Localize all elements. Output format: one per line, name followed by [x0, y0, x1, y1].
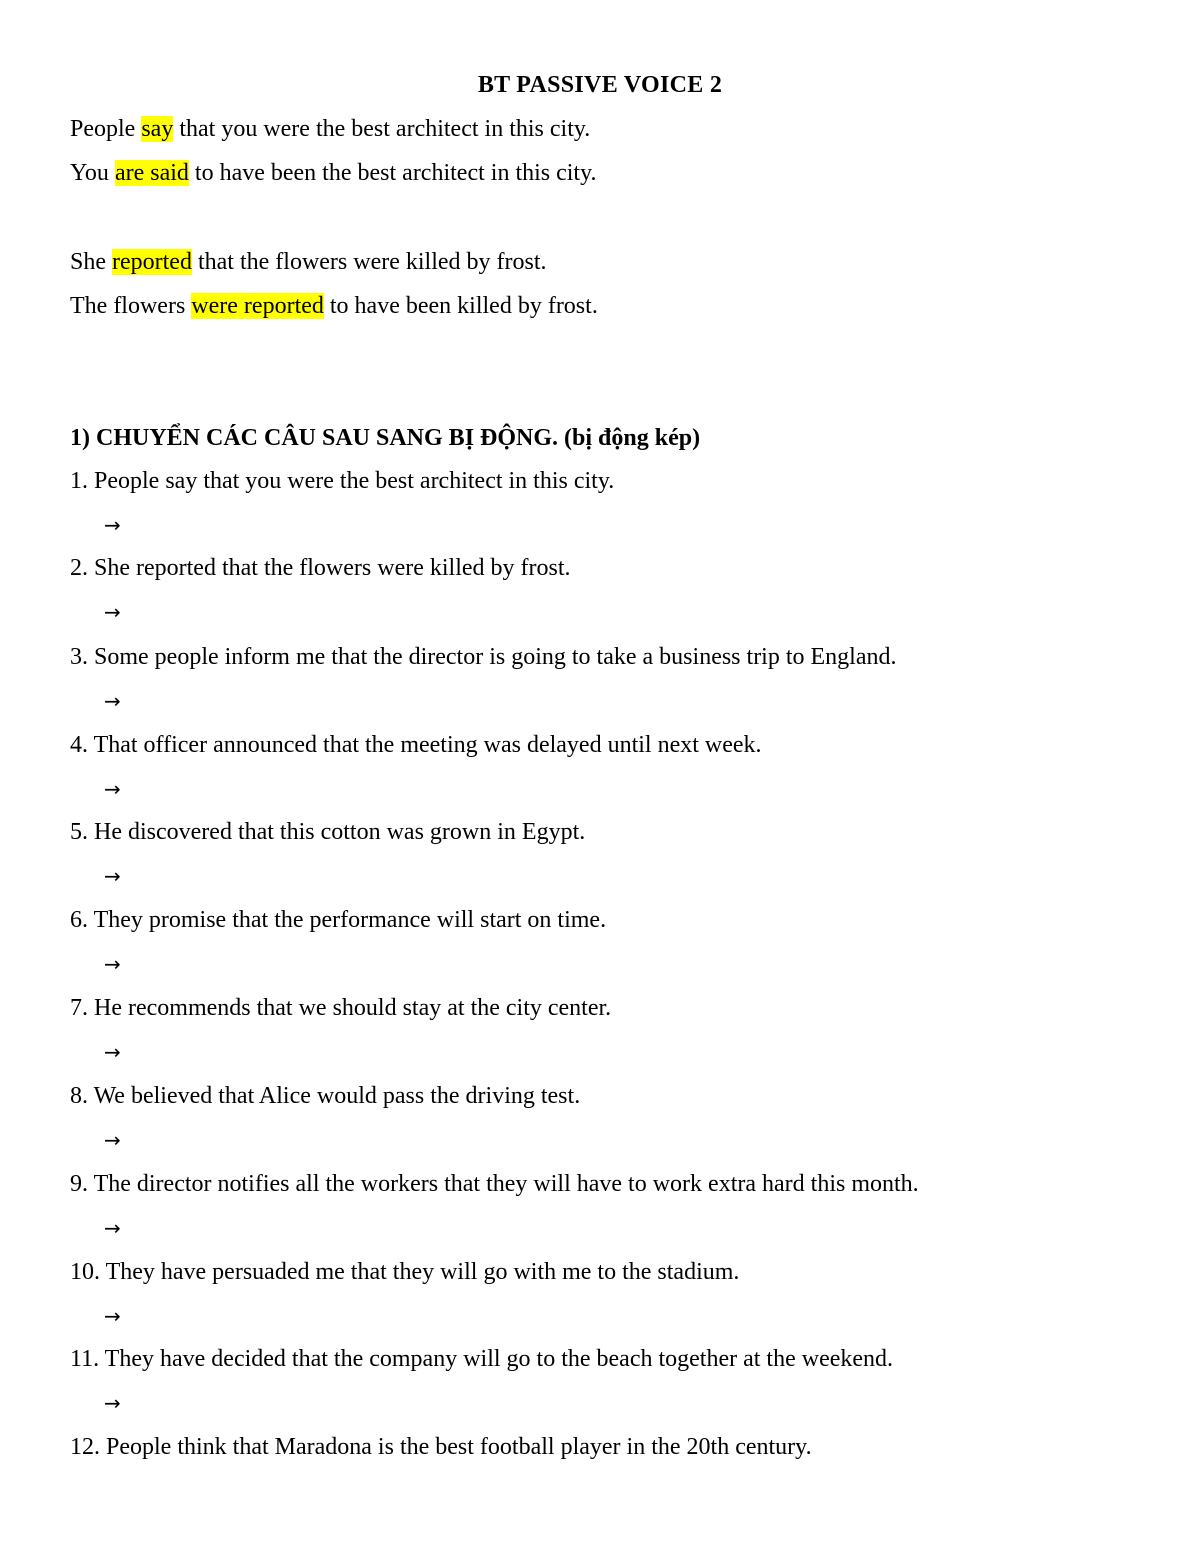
highlighted-verb: were reported	[191, 293, 324, 319]
example-text: that you were the best architect in this city.	[173, 116, 591, 142]
example-text: She	[70, 249, 112, 275]
example-text: The flowers	[70, 293, 192, 319]
exercise-item: 12. People think that Maradona is the best football player in the 20th century.	[70, 1434, 812, 1460]
arrow-right-icon: →	[104, 864, 121, 888]
highlighted-verb: reported	[112, 249, 192, 275]
arrow-right-icon: →	[104, 1304, 121, 1328]
example-text: to have been the best architect in this city.	[188, 160, 597, 186]
exercise-item: 5. He discovered that this cotton was grown in Egypt.	[70, 819, 586, 845]
arrow-right-icon: →	[104, 689, 121, 713]
exercise-heading: 1) CHUYỂN CÁC CÂU SAU SANG BỊ ĐỘNG. (bị động kép)	[70, 425, 701, 451]
exercise-item: 4. That officer announced that the meeting was delayed until next week.	[70, 732, 762, 758]
exercise-item: 11. They have decided that the company will go to the beach together at the weekend.	[70, 1346, 894, 1372]
example-line	[70, 291, 598, 321]
example-text: You	[70, 160, 115, 186]
example-text: People	[70, 116, 142, 142]
arrow-right-icon: →	[104, 777, 121, 801]
arrow-right-icon: →	[104, 1391, 121, 1415]
arrow-right-icon: →	[104, 952, 121, 976]
document-title: BT PASSIVE VOICE 2	[477, 72, 723, 98]
example-line	[70, 114, 590, 144]
exercise-item: 10. They have persuaded me that they will go with me to the stadium.	[70, 1259, 740, 1285]
example-line	[70, 158, 597, 188]
exercise-item: 2. She reported that the flowers were killed by frost.	[70, 555, 571, 581]
exercise-item: 6. They promise that the performance will start on time.	[70, 907, 607, 933]
arrow-right-icon: →	[104, 513, 121, 537]
exercise-item: 3. Some people inform me that the director is going to take a business trip to England.	[70, 644, 897, 670]
arrow-right-icon: →	[104, 1040, 121, 1064]
arrow-right-icon: →	[104, 1216, 121, 1240]
exercise-item: 1. People say that you were the best architect in this city.	[70, 468, 615, 494]
highlighted-verb: are said	[114, 160, 189, 186]
arrow-right-icon: →	[104, 600, 121, 624]
example-line	[70, 247, 547, 277]
highlighted-verb: say	[141, 116, 174, 142]
exercise-item: 8. We believed that Alice would pass the driving test.	[70, 1083, 581, 1109]
exercise-item: 7. He recommends that we should stay at the city center.	[70, 995, 612, 1021]
arrow-right-icon: →	[104, 1128, 121, 1152]
exercise-item: 9. The director notifies all the workers that they will have to work extra hard this month.	[70, 1171, 919, 1197]
example-text: that the flowers were killed by frost.	[191, 249, 547, 275]
example-text: to have been killed by frost.	[323, 293, 598, 319]
